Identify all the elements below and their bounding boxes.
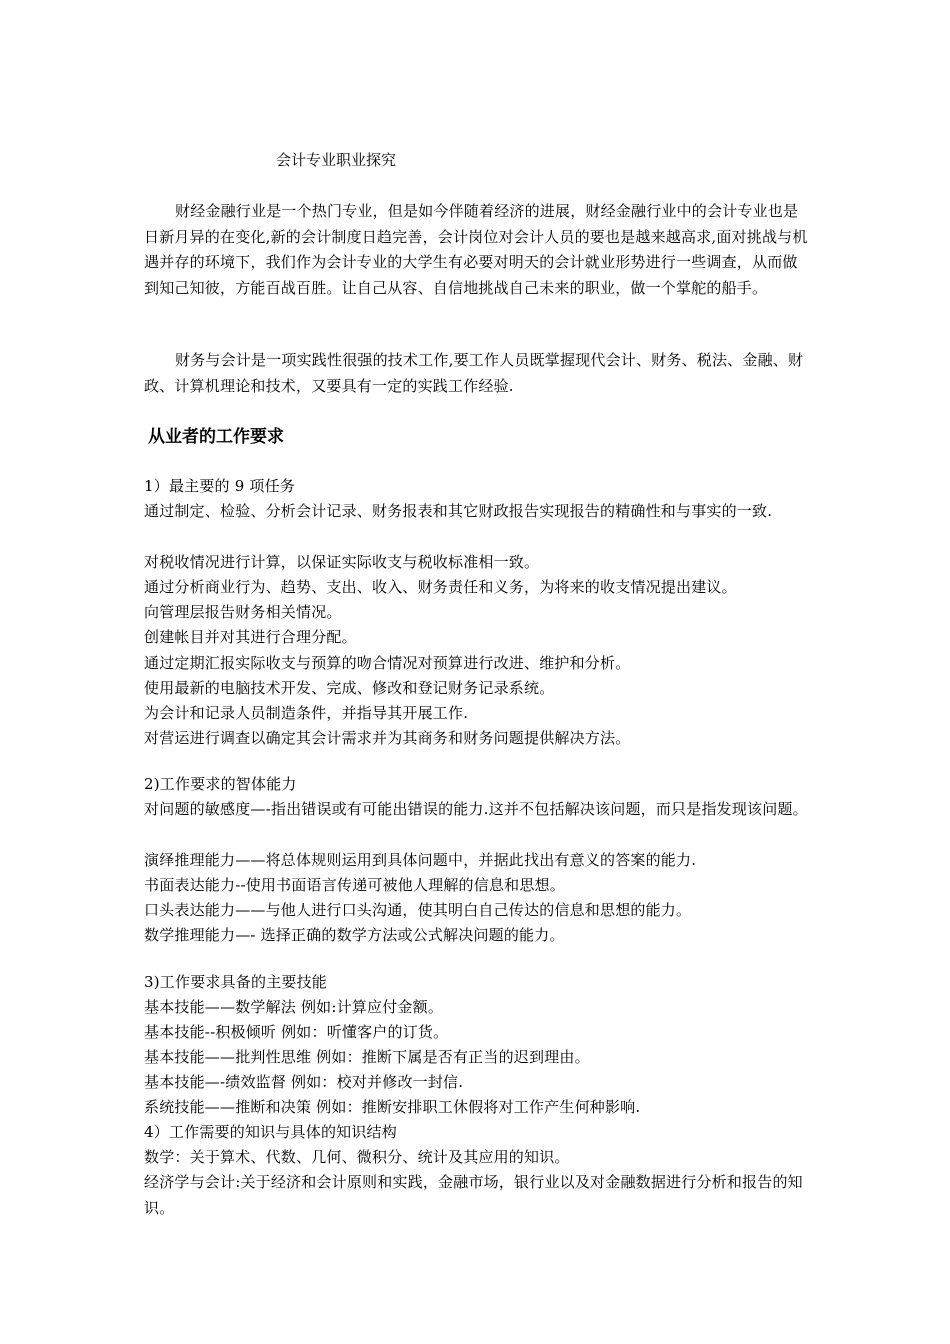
section1-item: 对营运进行调查以确定其会计需求并为其商务和财务问题提供解决方法。 bbox=[144, 729, 631, 747]
section1-item: 使用最新的电脑技术开发、完成、修改和登记财务记录系统。 bbox=[144, 679, 555, 697]
intro-paragraph-2: 财务与会计是一项实践性很强的技术工作,要工作人员既掌握现代会计、财务、税法、金融、财政、计算机理论和技术，又要具有一定的实践工作经验. bbox=[144, 351, 804, 395]
section3-item: 系统技能——推断和决策 例如：推断安排职工休假将对工作产生何种影响. bbox=[144, 1098, 641, 1116]
section1-item: 对税收情况进行计算，以保证实际收支与税收标准相一致。 bbox=[144, 553, 540, 571]
section2-item: 书面表达能力--使用书面语言传递可被他人理解的信息和思想。 bbox=[144, 876, 565, 894]
section1-title: 1）最主要的 9 项任务 bbox=[144, 477, 296, 495]
section1-item: 通过制定、检验、分析会计记录、财务报表和其它财政报告实现报告的精确性和与事实的一致. bbox=[144, 502, 773, 520]
section3-item: 基本技能—-绩效监督 例如：校对并修改一封信. bbox=[144, 1073, 464, 1091]
section2-item: 数学推理能力—- 选择正确的数学方法或公式解决问题的能力。 bbox=[144, 926, 565, 944]
section3-item: 基本技能——数学解法 例如:计算应付金额。 bbox=[144, 998, 444, 1016]
section1-item: 创建帐目并对其进行合理分配。 bbox=[144, 628, 357, 646]
section3-title: 3)工作要求具备的主要技能 bbox=[144, 973, 327, 991]
section1-item: 通过定期汇报实际收支与预算的吻合情况对预算进行改进、维护和分析。 bbox=[144, 654, 631, 672]
document-title: 会计专业职业探究 bbox=[276, 151, 397, 169]
section2-item: 口头表达能力——与他人进行口头沟通，使其明白自己传达的信息和思想的能力。 bbox=[144, 901, 692, 919]
section1-item: 通过分析商业行为、趋势、支出、收入、财务责任和义务，为将来的收支情况提出建议。 bbox=[144, 578, 737, 596]
section4-item: 数学：关于算术、代数、几何、微积分、统计及其应用的知识。 bbox=[144, 1148, 570, 1166]
section2-title: 2)工作要求的智体能力 bbox=[144, 775, 297, 793]
section2-item: 演绎推理能力——将总体规则运用到具体问题中，并据此找出有意义的答案的能力. bbox=[144, 851, 697, 869]
intro-paragraph-1: 财经金融行业是一个热门专业，但是如今伴随着经济的进展，财经金融行业中的会计专业也是日新月异的在变化,新的会计制度日趋完善，会计岗位对会计人员的要也是越来越高求,面对挑战与机遇并存的环境下，我们作为会计专业的大学生有必要对明天的会计就业形势进行一些调查，从而做到知己知彼，方能百战百胜。让自己从容、自信地挑战自己未来的职业，做一个掌舵的船手。 bbox=[144, 202, 808, 297]
section1-item: 为会计和记录人员制造条件，并指导其开展工作. bbox=[144, 704, 469, 722]
section-heading: 从业者的工作要求 bbox=[148, 427, 284, 447]
section3-item: 基本技能——批判性思维 例如：推断下属是否有正当的迟到理由。 bbox=[144, 1048, 590, 1066]
section4-item: 经济学与会计:关于经济和会计原则和实践，金融市场，银行业以及对金融数据进行分析和报告的知识。 bbox=[144, 1173, 803, 1217]
section2-item: 对问题的敏感度—-指出错误或有可能出错误的能力.这并不包括解决该问题，而只是指发现该问题。 bbox=[144, 800, 808, 818]
section4-title: 4）工作需要的知识与具体的知识结构 bbox=[144, 1123, 397, 1141]
section3-item: 基本技能--积极倾听 例如：听懂客户的订货。 bbox=[144, 1023, 449, 1041]
section1-item: 向管理层报告财务相关情况。 bbox=[144, 603, 342, 621]
